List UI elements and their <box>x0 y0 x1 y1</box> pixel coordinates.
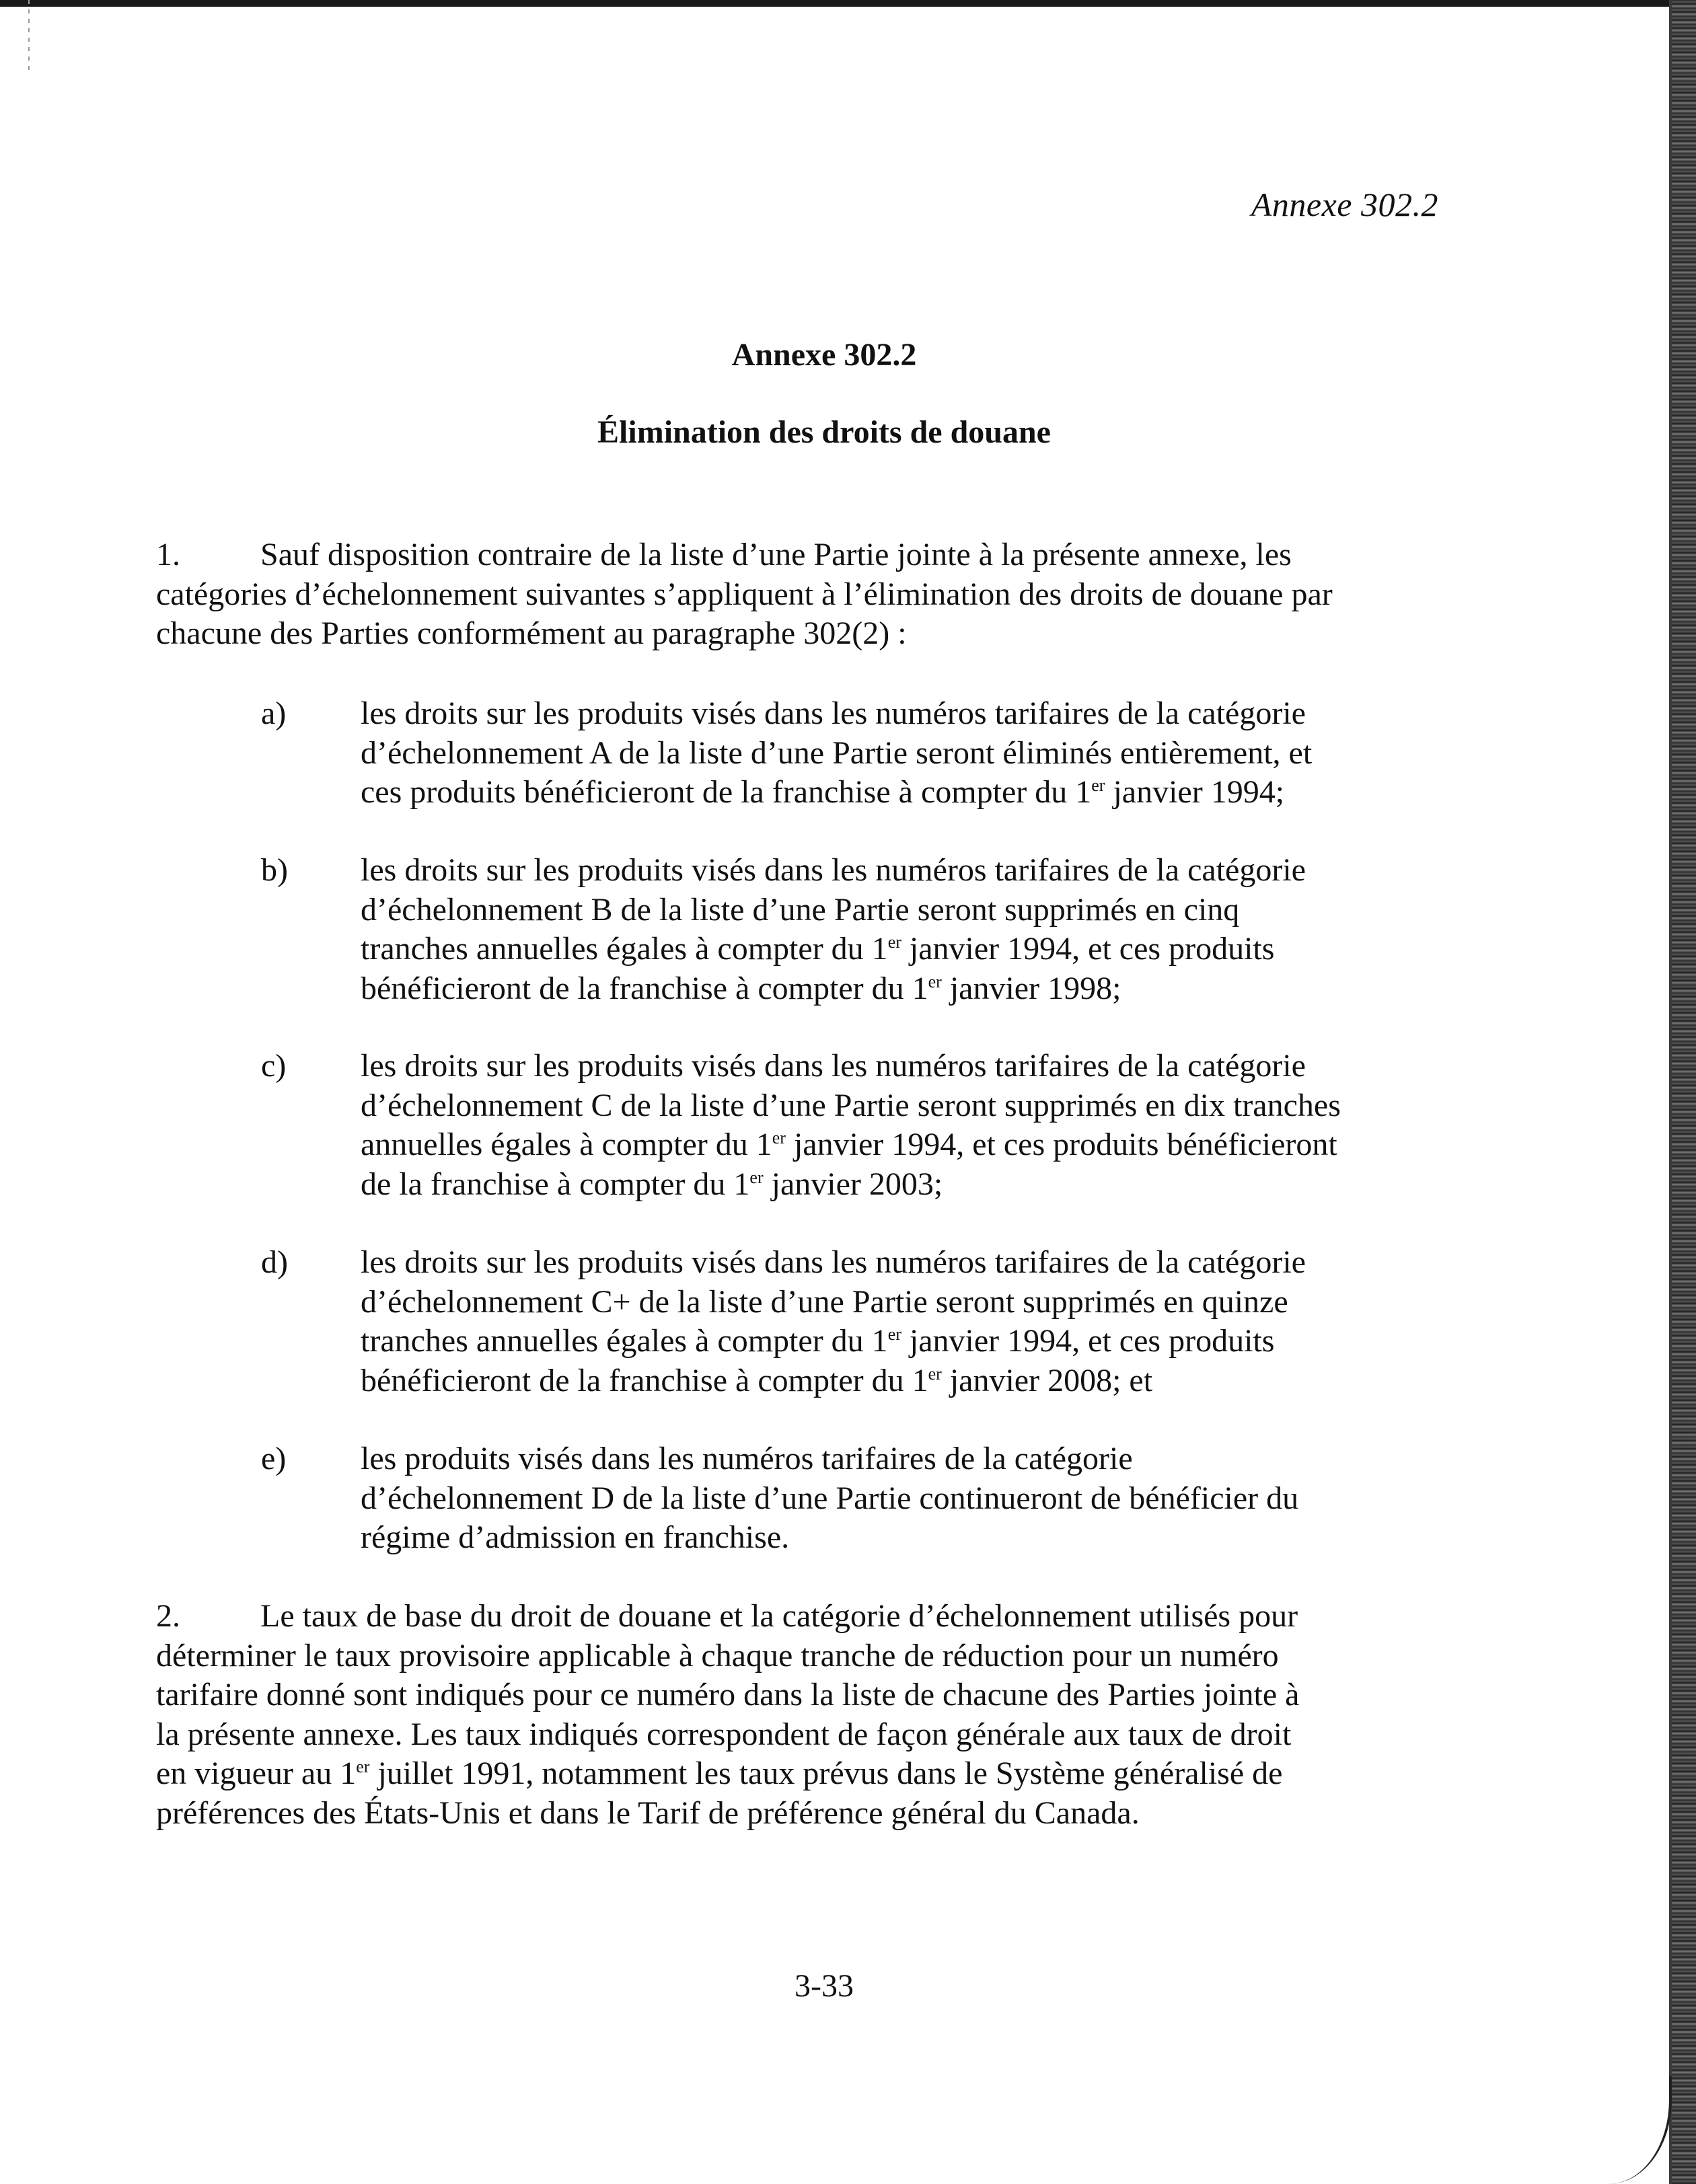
list-item-letter: e) <box>261 1441 287 1476</box>
ordinal-superscript: er <box>928 1363 942 1384</box>
paragraph-2 <box>156 1597 1434 1833</box>
line-segment: bénéficieront de la franchise à compter du 1 <box>361 970 928 1006</box>
text-line <box>361 1518 1437 1558</box>
page-title: Annexe 302.2 <box>731 337 917 373</box>
paragraph-1-line-2: catégories d’échelonnement suivantes s’appliquent à l’élimination des droits de douane par <box>156 576 1333 612</box>
line-segment: janvier 1994; <box>1105 774 1285 810</box>
paragraph-2-first-line-text <box>260 1598 1298 1634</box>
line-segment: janvier 2008; et <box>941 1362 1153 1398</box>
ordinal-superscript: er <box>749 1167 764 1187</box>
list-item-text <box>361 1243 1437 1400</box>
line-segment: d’échelonnement D de la liste d’une Partie continueront de bénéficier du <box>361 1480 1299 1516</box>
text-line <box>156 1636 1434 1676</box>
running-head: Annexe 302.2 <box>1251 186 1438 223</box>
line-segment: les droits sur les produits visés dans les numéros tarifaires de la catégorie <box>361 1244 1306 1280</box>
list-item-text <box>361 1047 1437 1204</box>
paragraph-2-rest <box>156 1636 1434 1834</box>
list-item-text <box>361 1439 1437 1558</box>
line-segment: déterminer le taux provisoire applicable à chaque tranche de réduction pour un numéro <box>156 1637 1279 1673</box>
text-line <box>156 1794 1434 1834</box>
list-item-letter: c) <box>261 1048 287 1084</box>
list-item-text <box>361 694 1437 813</box>
page-number: 3-33 <box>795 1968 854 2004</box>
page-curl-corner <box>1609 2076 1672 2184</box>
line-segment: d’échelonnement C+ de la liste d’une Partie seront supprimés en quinze <box>361 1283 1288 1320</box>
line-segment: en vigueur au 1 <box>156 1756 357 1791</box>
line-segment: les droits sur les produits visés dans les numéros tarifaires de la catégorie <box>361 1048 1306 1084</box>
paragraph-2-number: 2. <box>156 1598 180 1634</box>
line-segment: tarifaire donné sont indiqués pour ce numéro dans la liste de chacune des Parties jointe à <box>156 1677 1300 1712</box>
text-line <box>361 891 1437 930</box>
line-segment: bénéficieront de la franchise à compter du 1 <box>361 1362 928 1398</box>
line-segment: d’échelonnement C de la liste d’une Partie seront supprimés en dix tranches <box>361 1087 1341 1123</box>
line-segment: de la franchise à compter du 1 <box>361 1166 750 1202</box>
line-segment: annuelles égales à compter du 1 <box>361 1127 772 1162</box>
paragraph-1-number: 1. <box>156 537 180 572</box>
text-line <box>361 1165 1437 1205</box>
line-segment: les droits sur les produits visés dans les numéros tarifaires de la catégorie <box>361 852 1306 888</box>
paragraph-1-line-1 <box>156 535 1434 575</box>
text-line <box>361 1361 1437 1401</box>
line-segment: tranches annuelles égales à compter du 1 <box>361 1323 888 1359</box>
list-item-letter: b) <box>261 852 288 888</box>
text-line <box>361 1243 1437 1283</box>
line-segment: juillet 1991, notamment les taux prévus dans le Système généralisé de <box>369 1756 1283 1791</box>
line-segment: janvier 2003; <box>763 1166 943 1202</box>
line-segment: la présente annexe. Les taux indiqués correspondent de façon générale aux taux de droit <box>156 1716 1292 1752</box>
text-line <box>361 734 1437 774</box>
line-segment: janvier 1994, et ces produits bénéficieront <box>785 1127 1337 1162</box>
text-line <box>361 969 1437 1009</box>
ordinal-superscript: er <box>887 1324 901 1344</box>
text-line <box>361 1479 1437 1519</box>
line-segment: ces produits bénéficieront de la franchise à compter du 1 <box>361 774 1092 810</box>
line-segment: janvier 1994, et ces produits <box>901 1323 1275 1359</box>
list-item-text <box>361 851 1437 1008</box>
list-item-letter: a) <box>261 695 287 731</box>
paragraph-1-line-text: Sauf disposition contraire de la liste d’une Partie jointe à la présente annexe, les <box>260 537 1292 572</box>
text-line <box>361 773 1437 813</box>
scan-right-edge <box>1672 0 1696 2184</box>
text-line <box>361 1283 1437 1322</box>
ordinal-superscript: er <box>1091 776 1105 795</box>
ordinal-superscript: er <box>928 971 942 991</box>
line-segment: d’échelonnement A de la liste d’une Partie seront éliminés entièrement, et <box>361 735 1313 771</box>
text-line <box>361 694 1437 734</box>
line-segment: tranches annuelles égales à compter du 1 <box>361 931 888 967</box>
line-segment: d’échelonnement B de la liste d’une Partie seront supprimés en cinq <box>361 891 1240 928</box>
line-segment: janvier 1994, et ces produits <box>901 931 1275 967</box>
ordinal-superscript: er <box>887 932 901 952</box>
scan-left-marks <box>28 0 30 74</box>
text-line <box>156 1675 1434 1715</box>
line-segment: janvier 1998; <box>941 970 1121 1006</box>
paragraph-1-line-3: chacune des Parties conformément au paragraphe 302(2) : <box>156 615 907 651</box>
ordinal-superscript: er <box>772 1128 786 1147</box>
scan-top-edge <box>0 0 1696 7</box>
line-segment: Le taux de base du droit de douane et la catégorie d’échelonnement utilisés pour <box>260 1598 1298 1634</box>
line-segment: préférences des États-Unis et dans le Tarif de préférence général du Canada. <box>156 1795 1140 1831</box>
text-line <box>156 1754 1434 1794</box>
line-segment: les produits visés dans les numéros tarifaires de la catégorie <box>361 1441 1133 1476</box>
text-line <box>361 1439 1437 1479</box>
text-line <box>361 1047 1437 1086</box>
line-segment: les droits sur les produits visés dans les numéros tarifaires de la catégorie <box>361 695 1306 731</box>
text-line <box>361 1125 1437 1165</box>
paragraph-2-first-line <box>156 1597 1434 1636</box>
ordinal-superscript: er <box>356 1757 370 1776</box>
page-subtitle: Élimination des droits de douane <box>597 414 1051 450</box>
list-item-letter: d) <box>261 1244 288 1280</box>
text-line <box>361 930 1437 969</box>
text-line <box>156 1715 1434 1755</box>
line-segment: régime d’admission en franchise. <box>361 1519 790 1555</box>
text-line <box>361 1086 1437 1126</box>
paragraph-1 <box>156 535 1434 654</box>
text-line <box>361 851 1437 891</box>
text-line <box>361 1322 1437 1361</box>
